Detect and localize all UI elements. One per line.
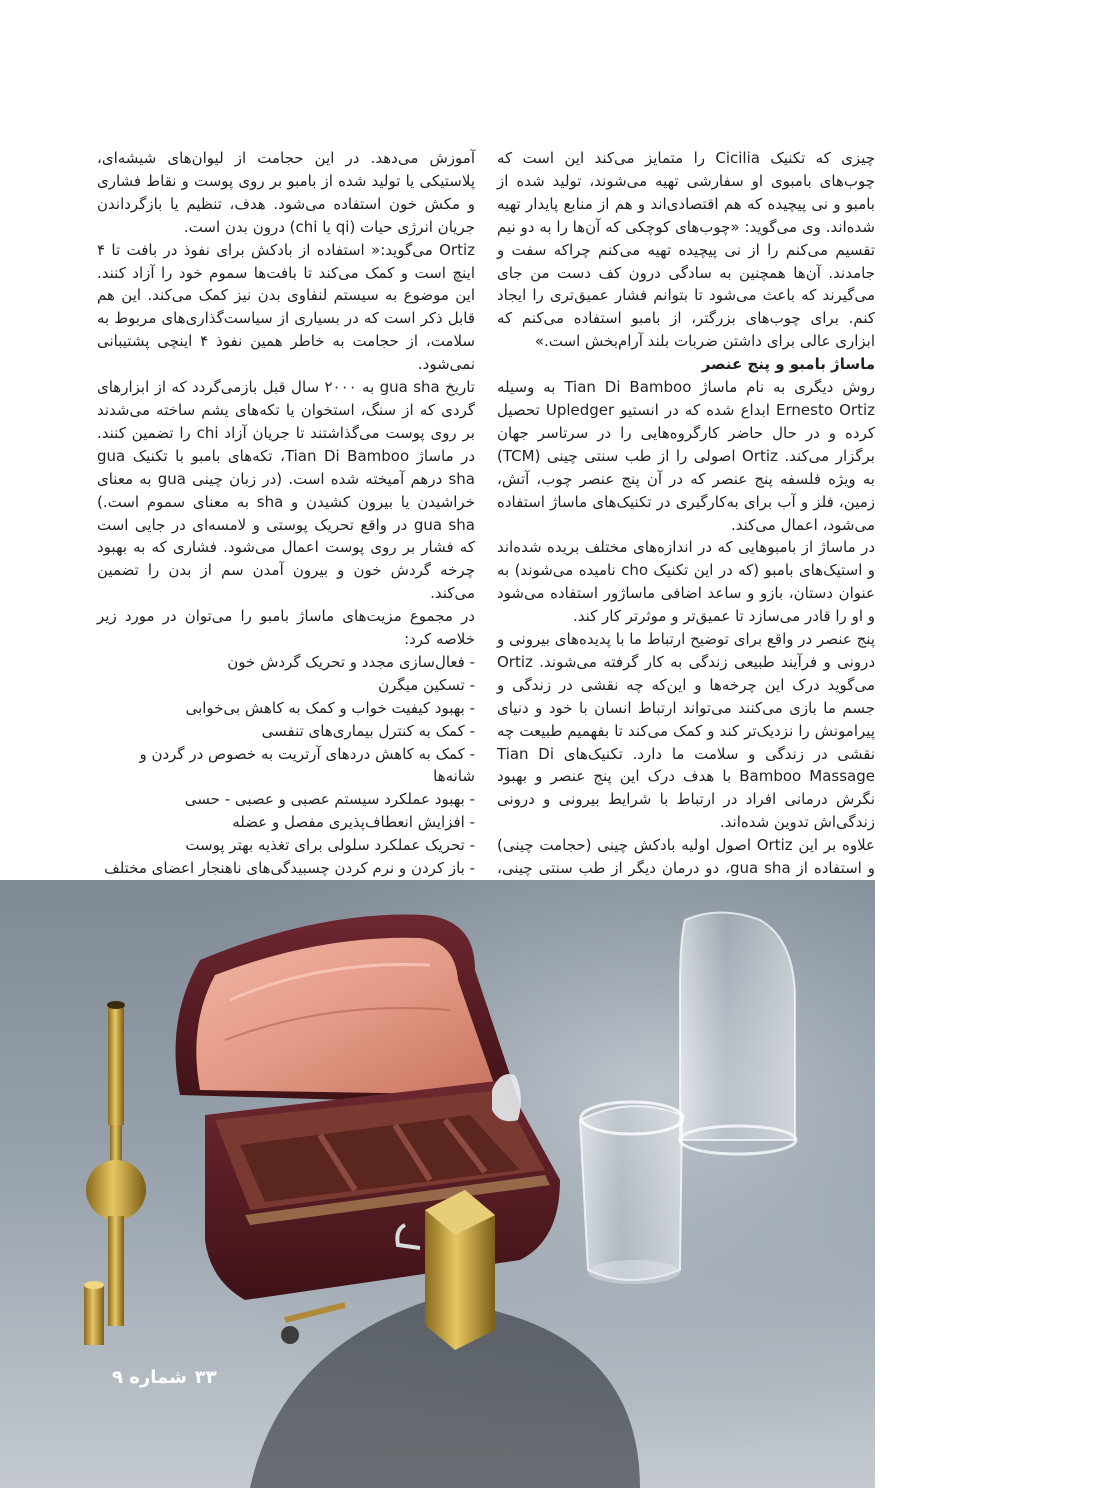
paragraph-tian-di: روش دیگری به نام ماساژ Tian Di Bamboo به وسیله Ernesto Ortiz ابداع شده که در انستیو Upledger تحصیل کرده و در حال حاضر کارگروه‌هایی را در سرتاسر جهان برگزار می‌کند. Ortiz اصولی را از طب سنتی چینی (TCM) به ویژه فلسفه پنج عنصر که در آن پنج عنصر چوب، آتش، زمین، فلز و آب برای به‌کارگیری در تکنیک‌های ماساژ استفاده می‌شود، اعمال می‌کند. [497,378,875,534]
list-item: - بهبود کیفیت خواب و کمک به کاهش بی‌خوابی [185,698,475,717]
paragraph-cho: در ماساژ از بامبوهایی که در اندازه‌های مختلف بریده شده‌اند و استیک‌های بامبو (که در این تکنیک cho نامیده می‌شوند) به عنوان دستان، بازو و ساعد اضافی ماساژور استفاده می‌شود و او را قادر می‌سازد تا عمیق‌تر و موثرتر کار کند. [497,538,875,626]
paragraph-five-elements: پنج عنصر در واقع برای توضیح ارتباط ما با پدیده‌های بیرونی و درونی و فرآیند طبیعی زندگی به کار گرفته می‌شوند. Ortiz می‌گوید درک این چرخه‌ها و این‌که چه نقشی در زندگی و جسم ما بازی می‌کنند می‌تواند ارتباط انسان با خود و دنیای پیرامونش را نزدیک‌تر کند و کمک می‌کند تا بفهمیم طبیعت چه نقشی در زندگی و سلامت ما دارد. تکنیک‌های Tian Di Bamboo Massage با هدف درک این پنج عنصر و بهبود نگرش درمانی افراد در ارتباط با شرایط بیرونی و درونی زندگی‌اش تدوین شده‌اند. [497,630,876,832]
paragraph-gua-sha: تاریخ gua sha به ۲۰۰۰ سال قبل بازمی‌گردد که از ابزارهای گردی که از سنگ، استخوان یا تکه‌های یشم ساخته می‌شدند بر روی پوست می‌گذاشتند تا جریان آزاد chi را تضمین کنند. در ماساژ Tian Di Bamboo، تکه‌های بامبو با تکنیک gua sha درهم آمیخته شده است. (در زبان چینی gua به معنای خراشیدن یا بیرون کشیدن و sha به معنای سموم است.) gua sha در واقع تحریک پوستی و لامسه‌ای در جایی است که فشار بر روی پوست اعمال می‌شود. فشاری که به بهبود چرخه گردش خون و بیرون آمدن سم از بدن را تضمین می‌کند. [97,378,476,603]
issue-label: شماره ۹ [112,1367,187,1388]
paragraph-cupping: آموزش می‌دهد. در این حجامت از لیوان‌های شیشه‌ای، پلاستیکی یا تولید شده از بامبو بر روی پوست و نقاط فشاری و مکش خون استفاده می‌شود. هدف، تنظیم یا بازگرداندن جریان انرژی حیات (qi یا chi) درون بدن است. [97,149,475,236]
intro-paragraph: چیزی که تکنیک Cicilia را متمایز می‌کند این است که چوب‌های بامبوی او سفارشی تهیه می‌شوند، تولید شده از بامبو و نی پیچیده که هم اقتصادی‌اند و هم از منابع پایدار تهیه شده‌اند. وی می‌گوید: «چوب‌های کوچکی که آن‌ها را به دو نیم تقسیم می‌کنم را از نی پیچیده تهیه می‌کنم چراکه سفت و جامدند. آن‌ها همچنین به سادگی درون کف دست من جای می‌گیرند که باعث می‌شود تا بتوانم فشار عمیق‌تری را ایجاد کنم. برای چوب‌های بزرگتر، از بامبو استفاده می‌کنم که ابزاری عالی برای داشتن ضربات بلند آرام‌بخش است.» [497,149,875,351]
left-column [97,147,475,926]
list-item: - کمک به کنترل بیماری‌های تنفسی [261,721,475,740]
cupping-set-photo [0,880,875,1488]
paragraph-cupping-intro: علاوه بر این Ortiz اصول اولیه بادکش چینی (حجامت چینی) و استفاده از gua sha، دو درمان دیگر از طب سنتی چینی، [497,836,875,878]
list-item: - تسکین میگرن [378,675,475,694]
list-item: - فعال‌سازی مجدد و تحریک گردش خون [227,652,475,671]
list-item: - کمک به کاهش دردهای آرتریت به خصوص در گردن و شانه‌ها [139,744,475,786]
list-item: - بهبود عملکرد سیستم عصبی و عصبی - حسی [184,790,475,809]
list-item: - تحریک عملکرد سلولی برای تغذیه بهتر پوست [185,836,475,855]
section-heading: ماساژ بامبو و پنج عنصر [701,355,875,374]
page-number: ۳۳ [194,1367,217,1388]
paragraph-benefits-intro: در مجموع مزیت‌های ماساژ بامبو را می‌توان در مورد زیر خلاصه کرد: [97,607,475,649]
list-item: - باز کردن و نرم کردن چسبیدگی‌های ناهنجار اعضای مختلف [104,859,475,878]
paragraph-ortiz-quote: Ortiz می‌گوید:« استفاده از بادکش برای نفوذ در بافت تا ۴ اینچ است و کمک می‌کند تا بافت‌ها سموم خود را آزاد کنند. این موضوع به سیستم لنفاوی بدن نیز کمک می‌کند. این هم قابل ذکر است که در بسیاری از سیاست‌گذاری‌های مربوط به سلامت، از حجامت به خاطر همین نفوذ ۴ اینچی پشتیبانی نمی‌شود. [97,240,475,374]
list-item: - افزایش انعطاف‌پذیری مفصل و عضله [232,813,475,832]
right-column [497,147,875,903]
cupping-set-illustration [0,880,875,1488]
page-folio [112,1367,217,1388]
